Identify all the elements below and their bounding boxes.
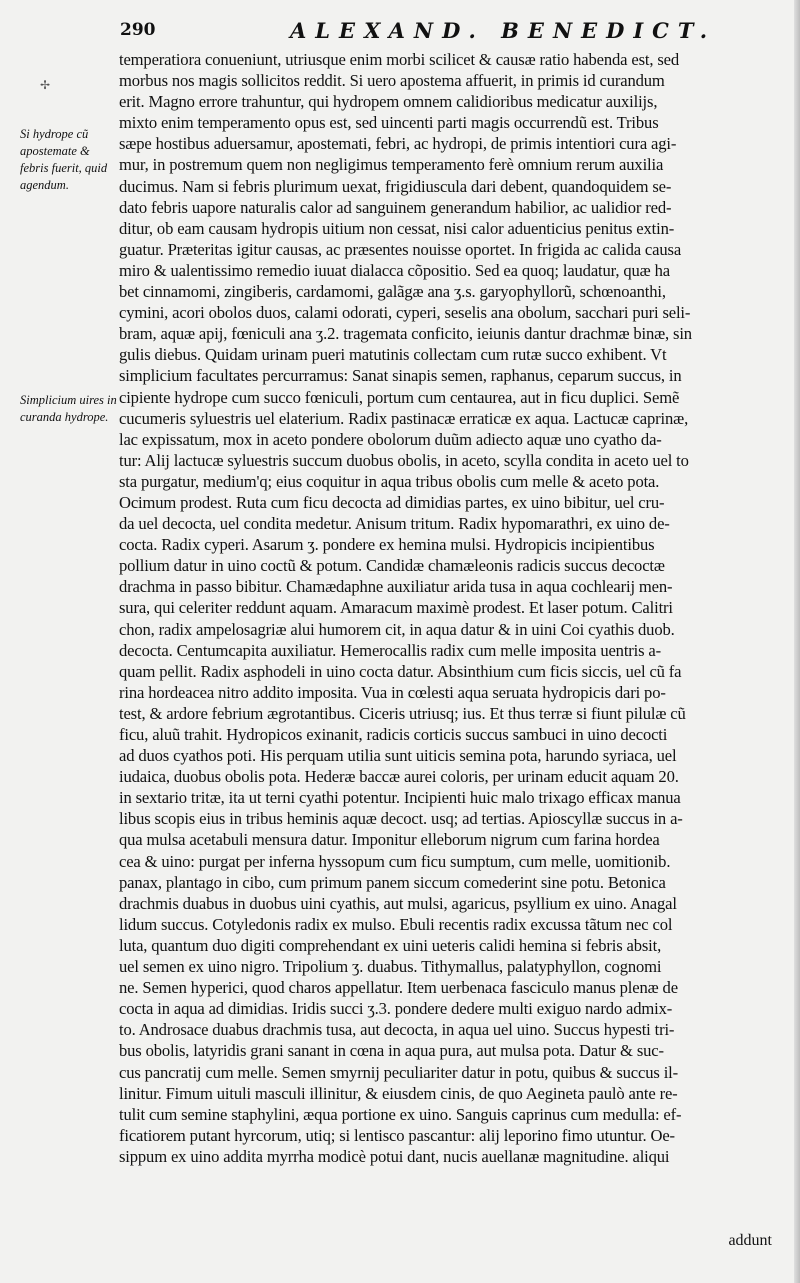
text-line: gulis diebus. Quidam urinam pueri matutinis collectam cum rutæ succo exhibent. Vt	[119, 345, 667, 365]
text-line: morbus nos magis sollicitos reddit. Si uero apostema affuerit, in primis id curandum	[119, 71, 665, 91]
page-edge-shadow	[794, 0, 800, 1283]
text-line: mixto enim temperamento opus est, sed uincenti parti magis occurrendũ est. Tribus	[119, 113, 659, 133]
text-line: cocta. Radix cyperi. Asarum ʒ. pondere ex hemina mulsi. Hydropicis incipientibus	[119, 535, 655, 555]
text-line: libus scopis eius in tribus heminis aquæ decoct. usq; ad tertias. Apioscyllæ succus in a-	[119, 809, 683, 829]
text-line	[119, 1209, 789, 1230]
text-line: iudaica, duobus obolis pota. Hederæ baccæ aurei coloris, per urinam educit aquam 20.	[119, 767, 679, 787]
text-line: pollium datur in uino coctũ & potum. Candidæ chamæleonis radicis succus decoctæ	[119, 556, 665, 576]
margin-mark: ✢	[40, 78, 51, 92]
text-line: guatur. Præteritas igitur causas, ac præsentes nouisse oportet. In frigida ac calida causa	[119, 239, 682, 259]
text-line: lidum succus. Cotyledonis radix ex mulso. Ebuli recentis radix excussa tãtum nec col	[119, 914, 673, 934]
text-line: da uel decocta, uel condita medetur. Anisum tritum. Radix hypomarathri, ex uino de-	[119, 514, 670, 534]
text-line: simplicium facultates percurramus: Sanat sinapis semen, raphanus, ceparum succus, in	[119, 366, 682, 386]
text-line: cea & uino: purgat per inferna hyssopum cum ficu sumptum, cum melle, uomitionib.	[119, 851, 671, 871]
text-line: ficatiorem putant hyrcorum, utiq; si lentisco pascantur: alij leporino fimo utuntur. Oe-	[119, 1125, 675, 1145]
text-line: sæpe hostibus aduersamur, apostemati, febri, ac hydropi, de primis intentiori cura agi-	[119, 134, 677, 154]
text-line: cucumeris syluestris uel elaterium. Radix pastinacæ erraticæ ex aqua. Lactucæ caprinæ,	[119, 408, 689, 428]
text-line: sura, qui celeriter reddunt aquam. Amaracum maximè prodest. Et laser potum. Calitri	[119, 598, 673, 618]
page-number: 290	[120, 20, 156, 40]
text-line: tulit cum semine staphylini, æqua portione ex uino. Sanguis caprinus cum medulla: ef-	[119, 1104, 682, 1124]
text-line: tur: Alij lactucæ syluestris succum duobus obolis, in aceto, scylla condita in aceto uel to	[119, 450, 689, 470]
text-line: erit. Magno errore trahuntur, qui hydropem omnem calidioribus medicatur auxilijs,	[119, 92, 658, 112]
text-line: cocta in aqua ad dimidias. Iridis succi ʒ.3. pondere dedere multi exiguo nardo admix-	[119, 999, 673, 1019]
marginal-note-2: Simplicium uires in curanda hydrope.	[20, 393, 117, 424]
text-line: cymini, acori obolos duos, calami odorati, cyperi, seselis ana obolum, sacchari puri seli-	[119, 303, 691, 323]
text-line: temperatiora conueniunt, utriusque enim morbi scilicet & causæ ratio habenda est, sed	[119, 50, 680, 69]
text-line: drachmis duabus in duobus uini cyathis, aut mulsi, agaricus, psyllium ex uino. Anagal	[119, 893, 677, 913]
text-line: bet cinnamomi, zingiberis, cardamomi, galãgæ ana ʒ.s. garyophyllorũ, schœnoanthi,	[119, 282, 666, 302]
text-line: lac expissatum, mox in aceto pondere obolorum duũm adiecto aquæ uno cyatho da-	[119, 429, 662, 449]
text-line: miro & ualentissimo remedio iuuat dialacca cõpositio. Sed ea quoq; laudatur, quæ ha	[119, 260, 670, 280]
text-line: sippum ex uino addita myrrha modicè potui dant, nucis auellanæ magnitudine. aliqui	[119, 1146, 670, 1166]
text-line: uel semen ex uino nigro. Tripolium ʒ. duabus. Tithymallus, palatyphyllon, cognomi	[119, 957, 662, 977]
text-line: quam pellit. Radix asphodeli in uino cocta datur. Absinthium cum ficis siccis, uel cũ fa	[119, 661, 682, 681]
text-line: ad duos cyathos poti. His perquam utilia sunt uiticis semina pota, harundo syriaca, uel	[119, 746, 677, 766]
text-line: bus obolis, latyridis grani sanant in cœna in aqua pura, aut mulsa pota. Datur & suc-	[119, 1041, 664, 1061]
text-line: qua mulsa acetabuli mensura datur. Imponitur elleborum nigrum cum farina hordea	[119, 830, 660, 850]
text-line: to. Androsace duabus drachmis tusa, aut decocta, in aqua uel uino. Succus hypesti tri-	[119, 1020, 675, 1040]
text-line: drachma in passo bibitur. Chamædaphne auxiliatur arida tusa in aqua cochleariј men-	[119, 577, 673, 597]
text-line: rina hordeacea nitro addito imposita. Vua in cœlesti aqua seruata hydropicis dari po-	[119, 682, 666, 702]
text-line: cipiente hydrope cum succo fœniculi, portum cum centaurea, aut in ficu duplici. Semẽ	[119, 387, 680, 407]
text-line: sta purgatur, medium'q; eius coquitur in aqua tribus obolis cum melle & aceto pota.	[119, 471, 660, 491]
text-line: decocta. Centumcapita auxiliatur. Hemerocallis radix cum melle imposita uentris a-	[119, 640, 662, 660]
text-line: chon, radix ampelosagriæ alui humorem cit, in aqua datur & in uini Coi cyathis duob.	[119, 619, 675, 639]
text-line: panax, plantago in cibo, cum primum panem siccum comederint sine potu. Betonica	[119, 872, 666, 892]
text-line: ducimus. Nam si febris plurimum uexat, frigidiuscula dari debent, quandoquidem se-	[119, 176, 672, 196]
text-body	[119, 49, 789, 1230]
text-line: ne. Semen hyperici, quod charos appellatur. Item uerbenaca fasciculo manus plenæ de	[119, 978, 678, 998]
marginal-note-1: Si hydrope cũ apostemate & febris fuerit, quid agendum.	[20, 127, 108, 192]
page-header	[120, 18, 785, 46]
text-line: ficu, aluũ trahit. Hydropicos exinanit, radicis corticis succus sambuci in uino decocti	[119, 725, 668, 744]
text-line: mur, in postremum quem non negligimus temperamento ferè omnium rerum auxilia	[119, 155, 664, 175]
running-title: ALEXAND. BENEDICT.	[290, 18, 717, 43]
text-line	[119, 1188, 789, 1209]
text-line: Ocimum prodest. Ruta cum ficu decocta ad dimidias partes, ex uino bibitur, uel cru-	[119, 492, 665, 512]
text-line: cus pancratij cum melle. Semen smyrnij peculiariter datur in potu, quibus & succus il-	[119, 1062, 678, 1082]
text-line: dato febris uapore naturalis calor ad sanguinem generandum habilior, ac ualidior red-	[119, 197, 672, 217]
text-line: bram, aquæ apij, fœniculi ana ʒ.2. tragemata conficito, ieiunis dantur drachmæ binæ, sin	[119, 324, 692, 344]
catchword: addunt	[728, 1232, 772, 1249]
text-line: linitur. Fimum uituli masculi illinitur, & eiusdem cinis, de quo Aegineta paulò ante re-	[119, 1083, 678, 1103]
text-line: in sextario tritæ, ita ut terni cyathi potentur. Incipienti huic malo trixago efficax manua	[119, 788, 681, 808]
text-line	[119, 1167, 789, 1188]
text-line: test, & ardore febrium ægrotantibus. Ciceris utriusq; ius. Et thus terræ si fiunt pilulæ cũ	[119, 703, 686, 723]
text-line: ditur, ob eam causam hydropis uitium non cessat, nisi calor aduenticius penitus extin-	[119, 218, 675, 238]
text-line: luta, quantum duo digiti comprehendant ex uini ueteris calidi hemina si febris absit,	[119, 935, 662, 955]
